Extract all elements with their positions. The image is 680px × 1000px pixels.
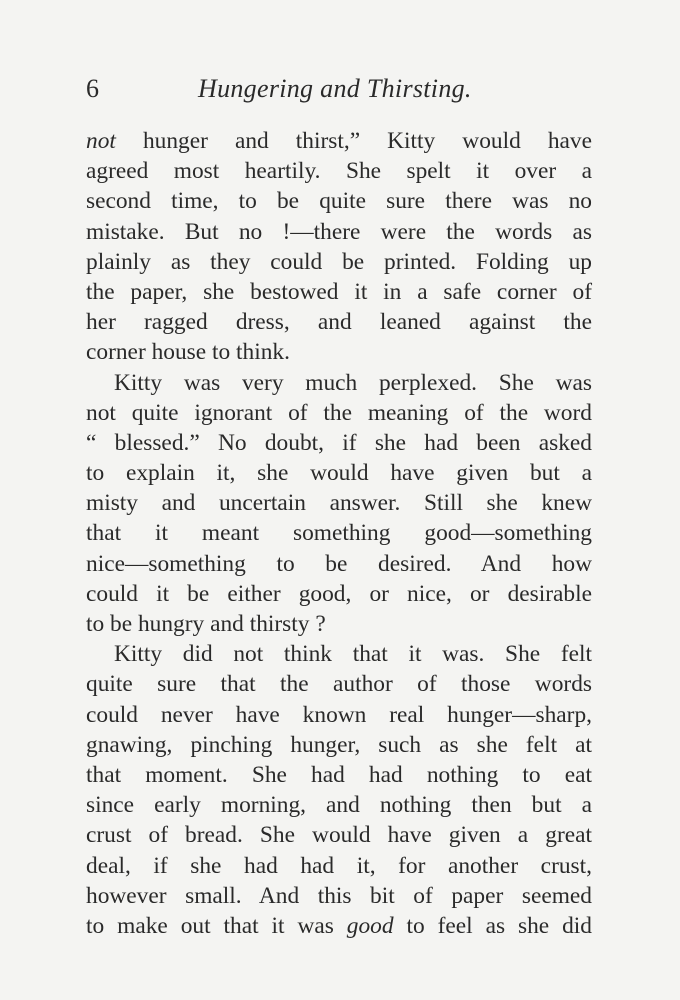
text-line: [86, 217, 592, 247]
text-segment: crust of bread. She would have given a great: [86, 822, 592, 849]
text-segment: since early morning, and nothing then but a: [86, 792, 592, 819]
text-line: [86, 760, 592, 790]
text-line: [86, 156, 592, 186]
page-number: 6: [86, 74, 99, 103]
text-segment: not quite ignorant of the meaning of the word: [86, 399, 592, 426]
text-segment: Kitty did not think that it was. She felt: [114, 641, 592, 668]
text-segment: “ blessed.” No doubt, if she had been asked: [86, 429, 592, 456]
text-line: [86, 549, 592, 579]
italic-text: not: [86, 128, 116, 154]
text-line: [86, 851, 592, 881]
text-segment: nice—something to be desired. And how: [86, 550, 592, 577]
text-line: [86, 307, 592, 337]
text-segment: could it be either good, or nice, or desirable: [86, 580, 592, 607]
text-segment: that it meant something good—something: [86, 520, 592, 547]
text-line: [86, 247, 592, 277]
text-line: [86, 790, 592, 820]
text-line: [86, 579, 592, 609]
text-line: [86, 639, 592, 669]
body-text: [86, 126, 592, 941]
text-segment: her ragged dress, and leaned against the: [86, 309, 592, 336]
text-line: [86, 428, 592, 458]
text-segment: to feel as she did: [393, 912, 592, 939]
text-line: [86, 820, 592, 850]
text-line: [86, 669, 592, 699]
text-line: [86, 730, 592, 760]
text-segment: corner house to think.: [86, 339, 290, 366]
text-line: [86, 337, 592, 367]
text-line: [86, 881, 592, 911]
text-line: [86, 368, 592, 398]
italic-text: good: [346, 912, 394, 939]
page-header: [86, 74, 506, 114]
text-segment: could never have known real hunger—sharp,: [86, 701, 592, 728]
text-segment: agreed most heartily. She spelt it over a: [86, 158, 592, 185]
text-segment: mistake. But no !—there were the words as: [86, 218, 592, 245]
text-line: [86, 126, 592, 156]
text-line: [86, 398, 592, 428]
text-segment: second time, to be quite sure there was no: [86, 188, 592, 215]
text-line: [86, 700, 592, 730]
text-segment: to make out that it was: [86, 912, 347, 939]
text-line: [86, 186, 592, 216]
text-segment: to explain it, she would have given but a: [86, 460, 592, 487]
text-segment: hunger and thirst,” Kitty would have: [115, 128, 592, 154]
text-segment: gnawing, pinching hunger, such as she felt at: [86, 731, 592, 758]
text-segment: Kitty was very much perplexed. She was: [114, 369, 592, 396]
text-segment: misty and uncertain answer. Still she knew: [86, 490, 592, 517]
text-line: [86, 277, 592, 307]
text-line: [86, 609, 592, 639]
text-segment: to be hungry and thirsty ?: [86, 611, 326, 637]
text-segment: that moment. She had had nothing to eat: [86, 761, 592, 788]
text-segment: plainly as they could be printed. Folding up: [86, 248, 592, 275]
text-segment: deal, if she had had it, for another crust,: [86, 852, 592, 879]
running-title: Hungering and Thirsting.: [198, 74, 472, 103]
text-segment: the paper, she bestowed it in a safe corner of: [86, 278, 592, 305]
text-line: [86, 911, 592, 941]
text-segment: however small. And this bit of paper seemed: [86, 882, 592, 909]
text-line: [86, 488, 592, 518]
text-segment: quite sure that the author of those words: [86, 671, 592, 698]
text-line: [86, 458, 592, 488]
text-line: [86, 518, 592, 548]
